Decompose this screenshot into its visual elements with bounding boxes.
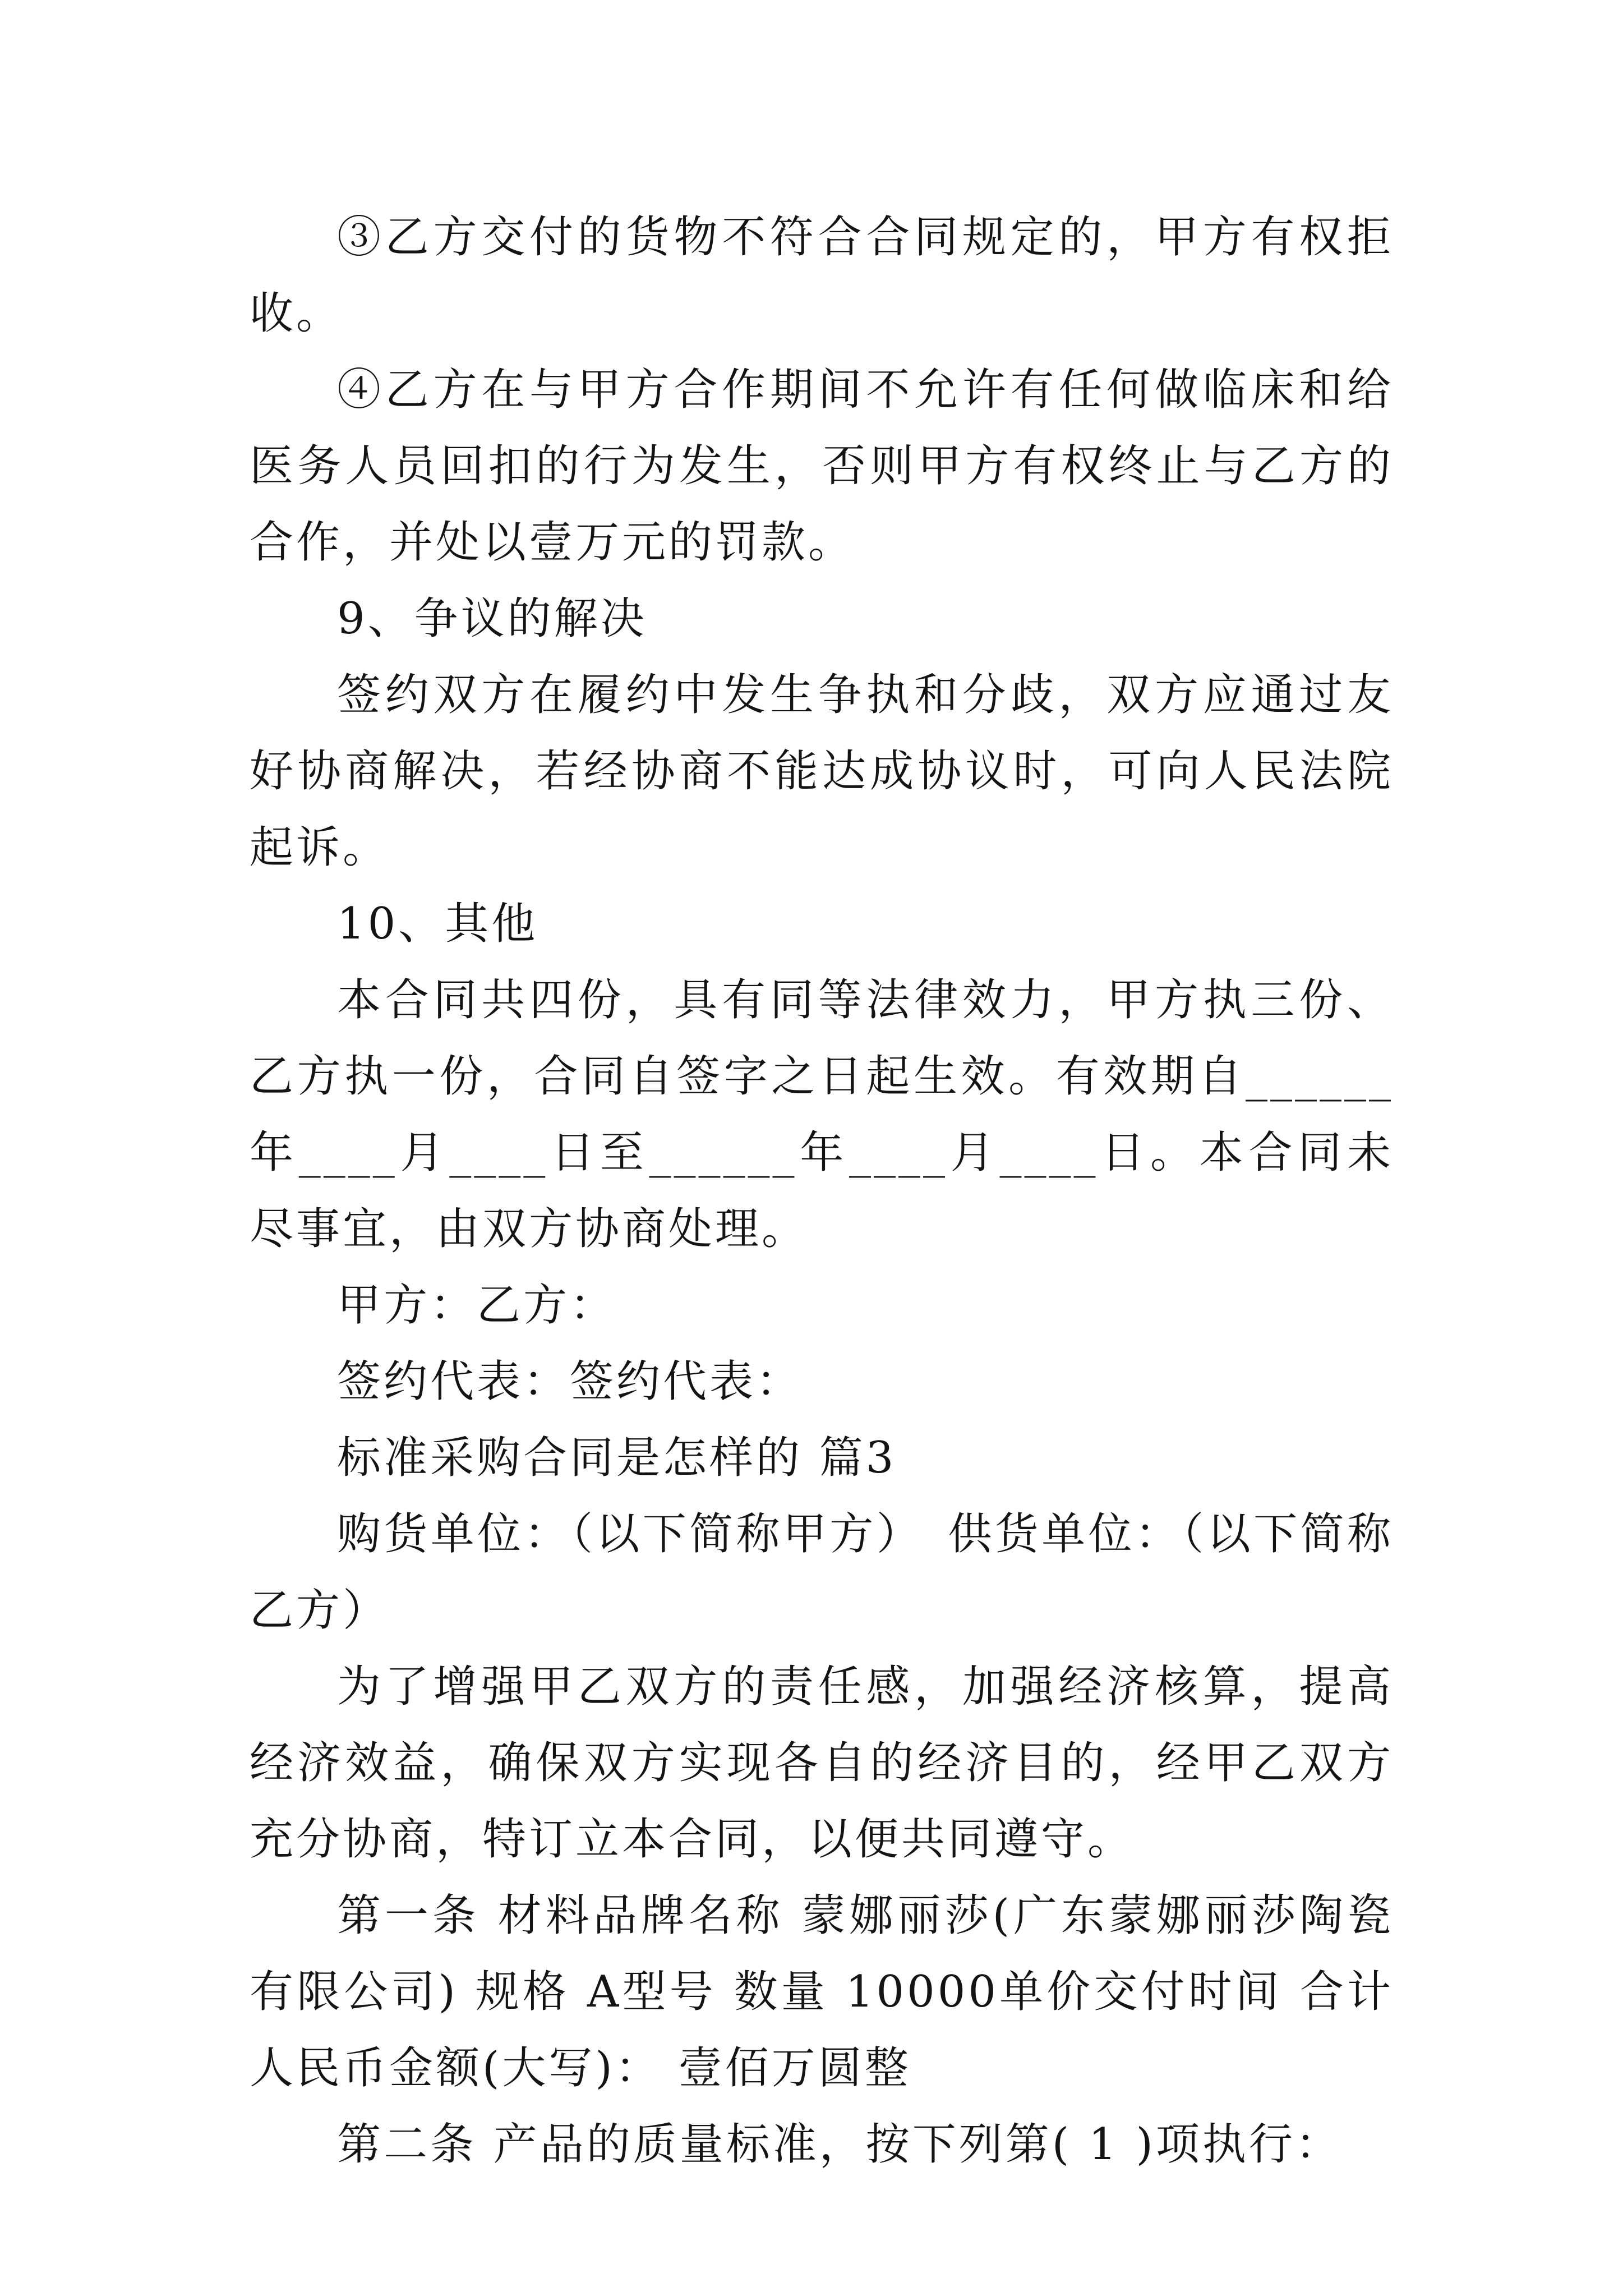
paragraph-dispute: 签约双方在履约中发生争执和分歧，双方应通过友好协商解决，若经协商不能达成协议时，可向人民法院起诉。 xyxy=(250,670,1394,873)
signature-parties: 甲方：乙方： xyxy=(337,1280,617,1331)
article-two: 第二条 产品的质量标准，按下列第( 1 )项执行： xyxy=(337,2119,1342,2170)
paragraph-clause-4: ④乙方在与甲方合作期间不允许有任何做临床和给医务人员回扣的行为发生，否则甲方有权终止与乙方的合作，并处以壹万元的罚款。 xyxy=(250,365,1394,568)
paragraph-validity: 本合同共四份，具有同等法律效力，甲方执三份、乙方执一份，合同自签字之日起生效。有效期自______年____月____日至______年____月____日。本合同未尽事宜，由双方协商处理。 xyxy=(250,975,1394,1254)
section-heading-other: 10、其他 xyxy=(337,899,538,949)
section-heading-dispute: 9、争议的解决 xyxy=(337,593,647,644)
paragraph-purpose: 为了增强甲乙双方的责任感，加强经济核算，提高经济效益，确保双方实现各自的经济目的，经甲乙双方充分协商，特订立本合同，以便共同遵守。 xyxy=(250,1662,1394,1865)
document-body xyxy=(250,199,1394,2183)
article-title: 标准采购合同是怎样的 篇3 xyxy=(337,1433,897,1483)
paragraph-units: 购货单位：（以下简称甲方） 供货单位：（以下简称乙方） xyxy=(250,1509,1394,1636)
signature-representatives: 签约代表：签约代表： xyxy=(337,1356,803,1407)
article-one: 第一条 材料品牌名称 蒙娜丽莎(广东蒙娜丽莎陶瓷有限公司) 规格 A型号 数量 10000单价交付时间 合计人民币金额(大写)： 壹佰万圆整 xyxy=(250,1890,1394,2093)
paragraph-clause-3: ③乙方交付的货物不符合合同规定的，甲方有权拒收。 xyxy=(250,212,1394,339)
